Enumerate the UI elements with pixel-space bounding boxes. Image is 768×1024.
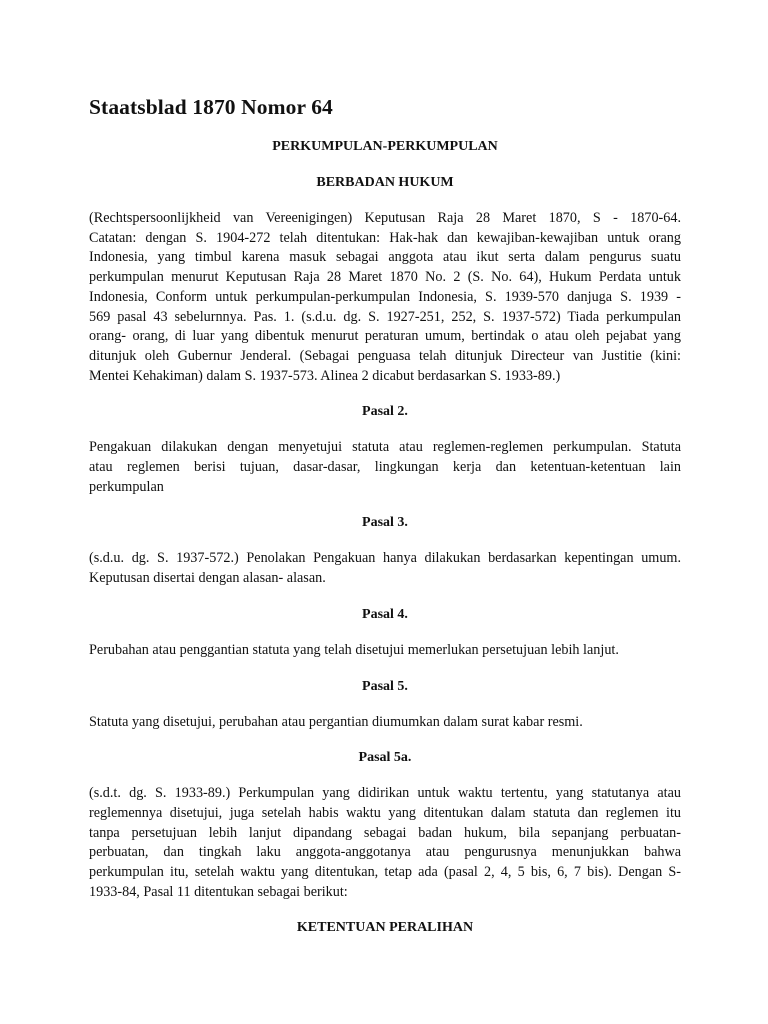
pasal-4-heading: Pasal 4. — [362, 606, 408, 622]
pasal-5a-heading: Pasal 5a. — [358, 750, 412, 766]
paragraph-line: atau reglemen berisi tujuan, dasar-dasar, lingkungan kerja dan ketentuan-ketentuan lain — [89, 459, 681, 476]
heading-ketentuan-peralihan: KETENTUAN PERALIHAN — [296, 920, 474, 936]
paragraph-line: perkumpulan itu, setelah waktu yang ditentukan, tetap ada (pasal 2, 4, 5 bis, 6, 7 bis). Dengan S- — [89, 864, 681, 881]
paragraph-line: orang- orang, di luar yang dibentuk menurut peraturan umum, bertindak o atau oleh pejabat yang — [89, 328, 681, 345]
paragraph-line: Pengakuan dilakukan dengan menyetujui statuta atau reglemen-reglemen perkumpulan. Statuta — [89, 439, 681, 456]
paragraph-line: Perubahan atau penggantian statuta yang telah disetujui memerlukan persetujuan lebih lanjut. — [89, 641, 619, 658]
paragraph-line: 1933-84, Pasal 11 ditentukan sebagai berikut: — [89, 883, 348, 900]
pasal-5-heading: Pasal 5. — [362, 678, 408, 694]
pasal-3-text — [89, 549, 681, 588]
paragraph-line: Indonesia, Conform untuk perkumpulan-perkumpulan Indonesia, S. 1939-570 danjuga S. 1939 - — [89, 288, 681, 305]
heading-perkumpulan: PERKUMPULAN-PERKUMPULAN — [272, 139, 498, 154]
paragraph-line: ditunjuk oleh Gubernur Jenderal. (Sebagai penguasa telah ditunjuk Directeur van Justitie (kini: — [89, 347, 681, 364]
paragraph-line: (Rechtspersoonlijkheid van Vereenigingen) Keputusan Raja 28 Maret 1870, S - 1870-64. — [89, 210, 681, 226]
intro-paragraph — [89, 209, 681, 386]
paragraph-line: (s.d.t. dg. S. 1933-89.) Perkumpulan yang didirikan untuk waktu tertentu, yang statutanya atau — [89, 785, 681, 802]
document-title: Staatsblad 1870 Nomor 64 — [89, 95, 333, 119]
paragraph-line: perkumpulan — [89, 478, 164, 495]
paragraph-line: (s.d.u. dg. S. 1937-572.) Penolakan Pengakuan hanya dilakukan berdasarkan kepentingan umum. — [89, 550, 681, 567]
paragraph-line: perkumpulan menurut Keputusan Raja 28 Maret 1870 No. 2 (S. No. 64), Hukum Perdata untuk — [89, 269, 681, 286]
pasal-4-text — [89, 641, 681, 661]
pasal-5a-text — [89, 784, 681, 902]
paragraph-line: 569 pasal 43 sebelurnnya. Pas. 1. (s.d.u. dg. S. 1927-251, 252, S. 1937-572) Tiada perkumpulan — [89, 308, 681, 325]
paragraph-line: Keputusan disertai dengan alasan- alasan. — [89, 570, 326, 587]
pasal-2-heading: Pasal 2. — [362, 404, 408, 420]
paragraph-line: perbuatan, dan tingkah laku anggota-anggotanya atau pengurusnya menunjukkan bahwa — [89, 844, 681, 861]
pasal-2-text — [89, 438, 681, 497]
paragraph-line: Statuta yang disetujui, perubahan atau pergantian diumumkan dalam surat kabar resmi. — [89, 713, 583, 730]
paragraph-line: Catatan: dengan S. 1904-272 telah ditentukan: Hak-hak dan kewajiban-kewajiban untuk orang — [89, 229, 681, 246]
paragraph-line: reglemennya disetujui, juga setelah habis waktu yang ditentukan dalam statuta dan reglemen itu — [89, 804, 681, 821]
pasal-3-heading: Pasal 3. — [362, 515, 408, 531]
paragraph-line: Mentei Kehakiman) dalam S. 1937-573. Alinea 2 dicabut berdasarkan S. 1933-89.) — [89, 367, 561, 384]
paragraph-line: tanpa persetujuan lebih lanjut dipandang sebagai badan hukum, bila sepanjang perbuatan- — [89, 824, 681, 841]
heading-berbadan-hukum: BERBADAN HUKUM — [316, 175, 454, 190]
pasal-5-text — [89, 713, 681, 733]
document-page — [89, 92, 681, 938]
paragraph-line: Indonesia, yang timbul karena masuk sebagai anggota atau ikut serta dalam pengurus suatu — [89, 249, 681, 266]
